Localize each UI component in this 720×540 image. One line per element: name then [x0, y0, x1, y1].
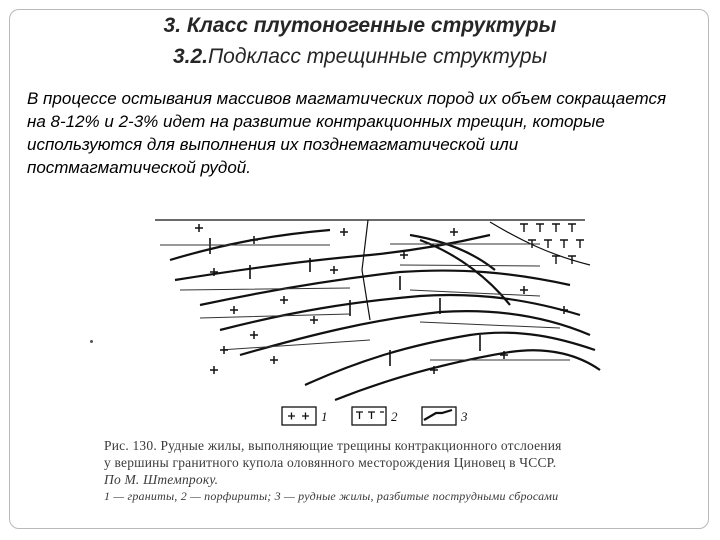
- slide-title: 3. Класс плутоногенные структуры: [163, 14, 557, 37]
- subtitle-number: 3.2.: [172, 45, 208, 68]
- caption-line-4: 1 — граниты, 2 — порфириты; 3 — рудные жилы, разбитые пострудными сбросами: [104, 489, 559, 503]
- slide-subtitle: [0, 45, 720, 69]
- caption-line-1: Рис. 130. Рудные жилы, выполняющие трещины контракционного отслоения: [104, 438, 562, 453]
- figure-caption: [104, 437, 664, 505]
- legend-number-1: 1: [321, 409, 328, 424]
- legend: [282, 407, 456, 425]
- legend-number-2: 2: [391, 409, 398, 424]
- stray-dot: [90, 340, 93, 343]
- caption-line-2: у вершины гранитного купола оловянного месторождения Циновец в ЧССР.: [104, 455, 557, 470]
- legend-number-3: 3: [461, 409, 468, 424]
- subtitle-text: Подкласс трещинные структуры: [207, 45, 548, 68]
- body-paragraph: В процессе остывания массивов магматических пород их объем сокращается на 8-12% и 2-3% идет на развитие контракционных трещин, которые используются для выполнения их позднемагматической или постмагматической рудой.: [27, 89, 667, 177]
- caption-line-3: По М. Штемпроку.: [104, 472, 219, 487]
